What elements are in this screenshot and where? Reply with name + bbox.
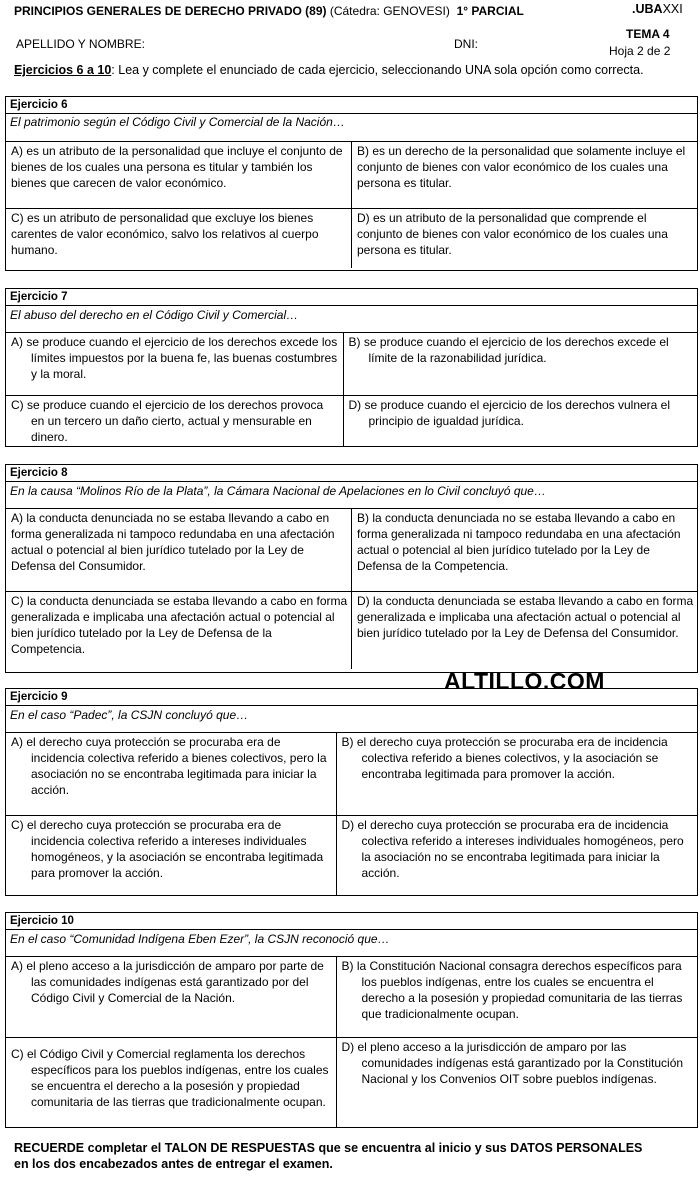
exercise-7 bbox=[5, 288, 698, 447]
page-indicator: Hoja 2 de 2 bbox=[609, 44, 671, 58]
option-c[interactable]: C) es un atributo de personalidad que excluye los bienes carentes de valor económico, salvo los relativos al cuerpo humano. bbox=[6, 208, 352, 268]
option-b[interactable]: B) la Constitución Nacional consagra derechos específicos para los pueblos indígenas, entre los cuales se encuentra el derecho a la posesión y propiedad comunitaria de las tierras que tradicionalmente ocupan. bbox=[336, 957, 697, 1037]
option-a[interactable]: A) el pleno acceso a la jurisdicción de amparo por parte de las comunidades indígenas está garantizado por del Código Civil y Comercial de la Nación. bbox=[6, 957, 336, 1037]
option-c[interactable]: C) la conducta denunciada se estaba llevando a cabo en forma generalizada e implicaba una afectación actual o potencial al bien jurídico tutelado por la Ley de Defensa de la Competencia. bbox=[6, 591, 352, 669]
watermark: ALTILLO.COM bbox=[444, 668, 605, 694]
option-a[interactable]: A) la conducta denunciada no se estaba llevando a cabo en forma generalizada ni tampoco redundaba en una afectación actual o potencial al bien jurídico tutelado por la Ley de Defensa del Consumidor. bbox=[6, 509, 352, 591]
instructions-lead: Ejercicios 6 a 10 bbox=[14, 63, 112, 77]
option-c[interactable]: C) el derecho cuya protección se procuraba era de incidencia colectiva referido a intereses individuales homogéneos, y la asociación se encontraba legitimada para promover la acción. bbox=[6, 815, 336, 895]
exercise-title: Ejercicio 9 bbox=[6, 689, 697, 706]
option-a[interactable]: A) el derecho cuya protección se procuraba era de incidencia colectiva referido a bienes colectivos, pero la asociación no se encontraba legitimada para iniciar la acción. bbox=[6, 733, 336, 815]
instructions-text: : Lea y complete el enunciado de cada ejercicio, seleccionando UNA sola opción como correcta. bbox=[111, 63, 644, 77]
option-b[interactable]: B) es un derecho de la personalidad que solamente incluye el conjunto de bienes con valor económico de los cuales una persona es titular. bbox=[352, 142, 698, 208]
course-name: PRINCIPIOS GENERALES DE DERECHO PRIVADO (89) bbox=[14, 4, 327, 18]
catedra-label: (Cátedra: GENOVESI) bbox=[329, 4, 450, 18]
exercise-6 bbox=[5, 96, 698, 271]
exercise-stem: El abuso del derecho en el Código Civil y Comercial… bbox=[6, 306, 697, 333]
exercise-stem: En el caso “Padec”, la CSJN concluyó que… bbox=[6, 706, 697, 733]
option-c[interactable]: C) el Código Civil y Comercial reglamenta los derechos específicos para los pueblos indígenas, entre los cuales se encuentra el derecho a la posesión y propiedad comunitaria de las tierras que tradicionalmente ocupan. bbox=[6, 1037, 336, 1127]
exercise-stem: En la causa “Molinos Río de la Plata”, la Cámara Nacional de Apelaciones en lo Civil concluyó que… bbox=[6, 482, 697, 509]
parcial-label: 1° PARCIAL bbox=[456, 4, 524, 18]
exercise-stem: El patrimonio según el Código Civil y Comercial de la Nación… bbox=[6, 114, 697, 142]
exercise-8 bbox=[5, 464, 698, 673]
uba-logo: .UBAXXI bbox=[632, 2, 683, 16]
tema-label: TEMA 4 bbox=[626, 27, 670, 41]
exercise-9 bbox=[5, 688, 698, 896]
option-b[interactable]: B) la conducta denunciada no se estaba llevando a cabo en forma generalizada ni tampoco redundaba en una afectación actual o potencial al bien jurídico tutelado por la Ley de Defensa de la Competencia. bbox=[352, 509, 698, 591]
exam-title bbox=[14, 4, 524, 18]
footer-reminder: RECUERDE completar el TALON DE RESPUESTAS que se encuentra al inicio y sus DATOS PERSONALES en los dos encabezados antes de entregar el examen. bbox=[14, 1141, 643, 1171]
option-b[interactable]: B) el derecho cuya protección se procuraba era de incidencia colectiva referido a bienes colectivos, y la asociación se encontraba legitimada para promover la acción. bbox=[336, 733, 697, 815]
option-d[interactable]: D) se produce cuando el ejercicio de los derechos vulnera el principio de igualdad jurídica. bbox=[348, 397, 671, 428]
exercise-title: Ejercicio 6 bbox=[6, 97, 697, 114]
option-d[interactable]: D) es un atributo de la personalidad que comprende el conjunto de bienes con valor económico de los cuales una persona es titular. bbox=[357, 210, 668, 257]
exercise-title: Ejercicio 7 bbox=[6, 289, 697, 306]
option-a[interactable]: A) se produce cuando el ejercicio de los derechos excede los límites impuestos por la buena fe, las buenas costumbres y la moral. bbox=[6, 333, 343, 395]
option-a[interactable]: A) es un atributo de la personalidad que incluye el conjunto de bienes de los cuales una persona es titular y también los bienes que carecen de valor económico. bbox=[6, 142, 352, 208]
exercise-stem: En el caso “Comunidad Indígena Eben Ezer”, la CSJN reconoció que… bbox=[6, 930, 697, 957]
apellido-label: APELLIDO Y NOMBRE: bbox=[16, 37, 145, 51]
exercise-10 bbox=[5, 912, 698, 1128]
option-d[interactable]: D) el pleno acceso a la jurisdicción de amparo por las comunidades indígenas está garantizado por la Constitución Nacional y los Convenios OIT sobre pueblos indígenas. bbox=[341, 1039, 684, 1086]
option-b[interactable]: B) se produce cuando el ejercicio de los derechos excede el límite de la razonabilidad jurídica. bbox=[343, 333, 697, 395]
option-d[interactable]: D) la conducta denunciada se estaba llevando a cabo en forma generalizada e implicaba una afectación actual o potencial al bien jurídico tutelado por la Ley de Defensa del Consumidor. bbox=[357, 593, 694, 640]
option-d[interactable]: D) el derecho cuya protección se procuraba era de incidencia colectiva referido a intereses individuales homogéneos, pero la asociación no se encontraba legitimada para iniciar la acción. bbox=[341, 817, 684, 880]
instructions bbox=[14, 63, 664, 78]
dni-label: DNI: bbox=[454, 37, 478, 51]
exercise-title: Ejercicio 10 bbox=[6, 913, 697, 930]
option-c[interactable]: C) se produce cuando el ejercicio de los derechos provoca en un tercero un daño cierto, actual y mensurable en dinero. bbox=[6, 395, 343, 447]
exercise-title: Ejercicio 8 bbox=[6, 465, 697, 482]
